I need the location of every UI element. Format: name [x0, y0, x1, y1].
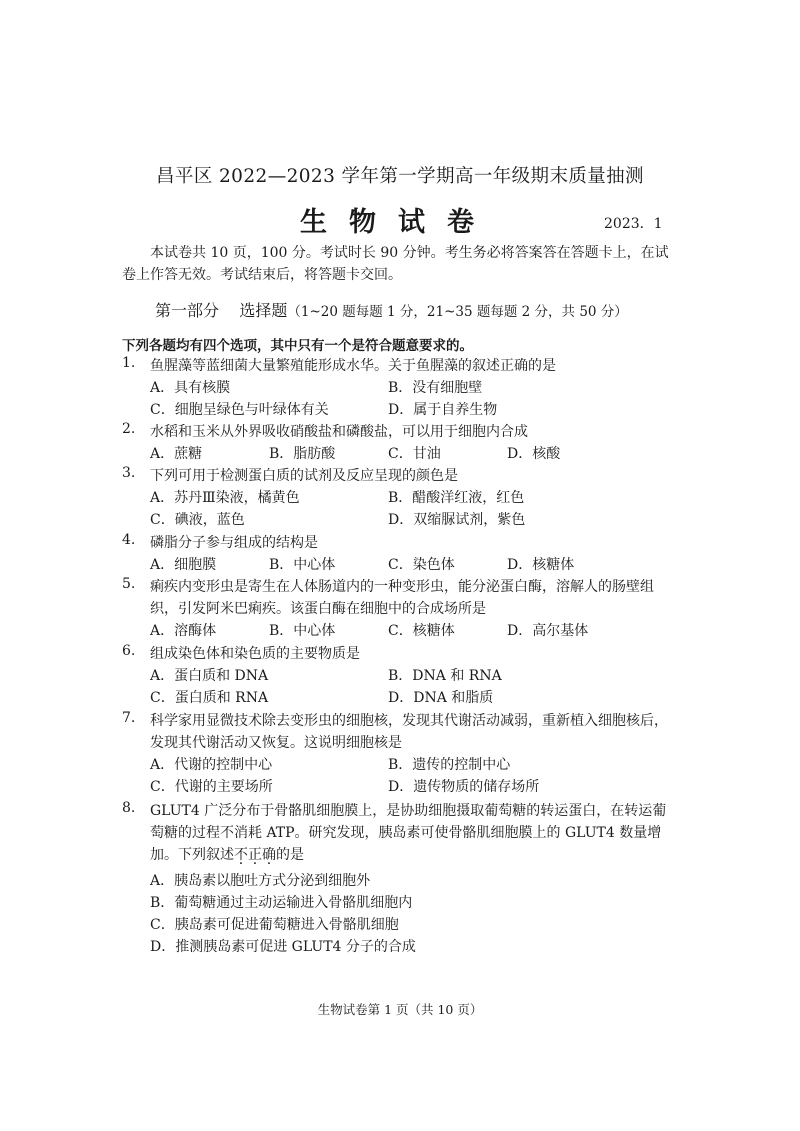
exam-date: 2023．1: [604, 216, 663, 232]
subject-char: 试: [398, 207, 425, 238]
option-b: B．没有细胞壁: [388, 380, 483, 396]
question-number: 2.: [122, 421, 136, 437]
question-stem: 下列可用于检测蛋白质的试剂及反应呈现的颜色是: [150, 468, 458, 484]
question-stem-line-2: 萄糖的过程不消耗 ATP。研究发现，胰岛素可使骨骼肌细胞膜上的 GLUT4 数量增: [150, 825, 662, 841]
option-c: C．核糖体: [388, 623, 455, 639]
option-c: C．甘油: [388, 446, 441, 462]
question-number: 8.: [122, 800, 136, 816]
question-stem: 组成染色体和染色质的主要物质是: [150, 646, 360, 662]
option-b: B．葡萄糖通过主动运输进入骨骼肌细胞内: [150, 895, 413, 911]
option-c: C．细胞呈绿色与叶绿体有关: [150, 402, 329, 418]
option-a: A．细胞膜: [150, 557, 217, 573]
question-number: 1.: [122, 355, 136, 371]
option-a: A．胰岛素以胞吐方式分泌到细胞外: [150, 873, 371, 889]
option-a: A．具有核膜: [150, 380, 231, 396]
stem-text: 加。下列叙述: [150, 847, 234, 863]
option-a: A．苏丹Ⅲ染液，橘黄色: [150, 490, 300, 506]
option-d: D．属于自养生物: [388, 402, 498, 418]
intro-line-2: 卷上作答无效。考试结束后，将答题卡交回。: [122, 267, 402, 283]
option-a: A．溶酶体: [150, 623, 217, 639]
option-b: B．醋酸洋红液，红色: [388, 490, 525, 506]
subject-char: 生: [300, 207, 327, 238]
stem-text: 的是: [276, 847, 304, 863]
option-d: D．核糖体: [507, 557, 575, 573]
option-a: A．蛋白质和 DNA: [150, 668, 269, 684]
question-number: 3.: [122, 465, 136, 481]
option-b: B．中心体: [269, 557, 336, 573]
option-a: A．蔗糖: [150, 446, 203, 462]
question-stem-line-1: GLUT4 广泛分布于骨骼肌细胞膜上，是协助细胞摄取葡萄糖的转运蛋白，在转运葡: [150, 803, 667, 819]
question-5: [0, 576, 800, 642]
option-c: C．胰岛素可促进葡萄糖进入骨骼肌细胞: [150, 917, 399, 933]
part-heading: [155, 298, 628, 321]
question-number: 6.: [122, 643, 136, 659]
option-d: D．DNA 和脂质: [388, 690, 494, 706]
question-4: [0, 532, 800, 576]
question-stem: 水稻和玉米从外界吸收硝酸盐和磷酸盐，可以用于细胞内合成: [150, 424, 528, 440]
subject-title: [300, 200, 474, 239]
question-stem-line-1: 科学家用显微技术除去变形虫的细胞核，发现其代谢活动减弱，重新植入细胞核后，: [150, 713, 668, 729]
question-stem-line-1: 痢疾内变形虫是寄生在人体肠道内的一种变形虫，能分泌蛋白酶，溶解人的肠壁组: [150, 579, 654, 595]
emphasis-char: 确: [262, 847, 276, 863]
part-note: （1~20 题每题 1 分，21~35 题每题 2 分，共 50 分）: [287, 304, 628, 320]
option-c: C．碘液，蓝色: [150, 512, 245, 528]
exam-title: 昌平区 2022—2023 学年第一学期高一年级期末质量抽测: [156, 166, 644, 187]
option-d: D．高尔基体: [507, 623, 589, 639]
emphasis-char: 正: [248, 847, 262, 863]
option-b: B．脂肪酸: [269, 446, 336, 462]
option-d: D．遗传物质的储存场所: [388, 779, 540, 795]
option-d: D．双缩脲试剂，紫色: [388, 512, 526, 528]
option-c: C．蛋白质和 RNA: [150, 690, 269, 706]
question-1: [0, 355, 800, 421]
option-d: D．核酸: [507, 446, 561, 462]
question-3: [0, 465, 800, 531]
question-6: [0, 643, 800, 709]
page-footer: 生物试卷第 1 页（共 10 页）: [317, 1002, 483, 1017]
option-b: B．遗传的控制中心: [388, 757, 511, 773]
question-number: 5.: [122, 576, 136, 592]
question-stem-line-2: 发现其代谢活动又恢复。这说明细胞核是: [150, 735, 402, 751]
subject-char: 物: [349, 207, 376, 238]
question-7: [0, 710, 800, 798]
option-c: C．染色体: [388, 557, 455, 573]
question-2: [0, 421, 800, 465]
option-d: D．推测胰岛素可促进 GLUT4 分子的合成: [150, 939, 416, 955]
question-number: 4.: [122, 532, 136, 548]
intro-line-1: 本试卷共 10 页，100 分。考试时长 90 分钟。考生务必将答案答在答题卡上，在试: [150, 245, 669, 261]
question-stem-line-3: [150, 844, 304, 864]
emphasis-char: 不: [234, 847, 248, 863]
option-b: B．中心体: [269, 623, 336, 639]
option-a: A．代谢的控制中心: [150, 757, 273, 773]
question-stem: 磷脂分子参与组成的结构是: [150, 535, 318, 551]
question-stem: 鱼腥藻等蓝细菌大量繁殖能形成水华。关于鱼腥藻的叙述正确的是: [150, 358, 556, 374]
question-stem-line-2: 织，引发阿米巴痢疾。该蛋白酶在细胞中的合成场所是: [150, 601, 486, 617]
part-title: 第一部分 选择题: [155, 301, 288, 320]
instruction: 下列各题均有四个选项，其中只有一个是符合题意要求的。: [122, 338, 473, 354]
question-number: 7.: [122, 710, 136, 726]
option-c: C．代谢的主要场所: [150, 779, 273, 795]
option-b: B．DNA 和 RNA: [388, 668, 502, 684]
subject-char: 卷: [447, 207, 474, 238]
question-8: [0, 800, 800, 960]
